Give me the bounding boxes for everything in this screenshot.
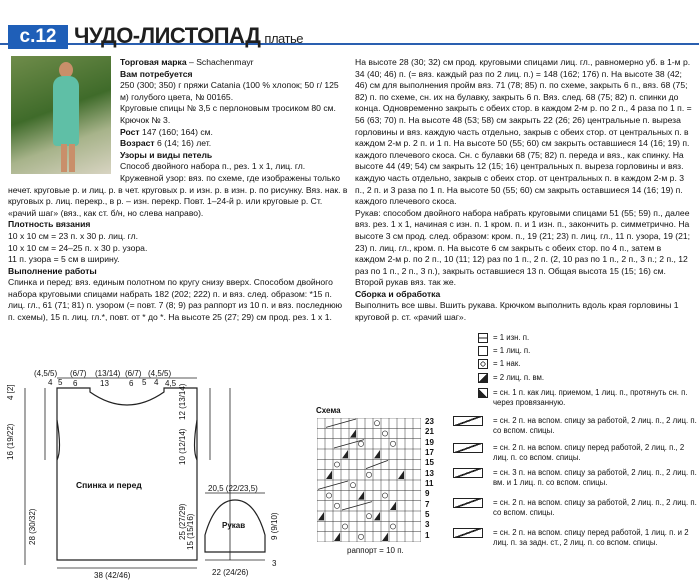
legend-symbol-tri2-icon: [478, 388, 488, 398]
schema-yarnover-mark: [326, 493, 331, 498]
patterns-label: Узоры и виды петель: [120, 149, 213, 160]
right-dim-label: 25 (27/29): [178, 503, 187, 540]
schema-decrease-mark: [350, 429, 356, 437]
schema-row-number: 5: [425, 510, 430, 519]
top-dim-label: 6: [129, 379, 134, 388]
legend-symbol-circle-icon: [478, 359, 488, 369]
schema-row-number: 23: [425, 417, 434, 426]
schema-row-number: 15: [425, 458, 434, 468]
left-dim-label: 16 (19/22): [6, 423, 15, 460]
schema-row-number: 11: [425, 479, 434, 488]
sleeve-right-label: 9 (9/10): [270, 512, 279, 540]
schema-yarnover-mark: [366, 472, 371, 477]
schema-yarnover-mark: [374, 421, 379, 426]
needles-text: Круговые спицы № 3,5 с перлоновым тросиком 80 см.: [120, 103, 336, 114]
density-label: Плотность вязания: [8, 219, 91, 230]
text-column-left: [8, 57, 348, 324]
top-dim-label: (4,5/5): [34, 369, 58, 378]
legend-symbol-cable4-icon: [453, 498, 483, 508]
left-dim-label: 4 [2]: [6, 384, 15, 400]
need-text: 250 (300; 350) г пряжи Catania (100 % хлопок; 50 г/ 125 м) голубого цвета, № 00165.: [120, 80, 339, 102]
body-instructions: На высоте 28 (30; 32) см прод. круговыми спицами лиц. гл., равномерно уб. в 1-м р. 34 (40; 46) п. (= вяз. каждый раз по 2 лиц. п.) = 148 (162; 176) п. На высоте 38 (42; 46) см для выполнения пройм вяз. 71 (78; 85) п. по схеме, закрыть 6 п., вяз. 68 (75; 82) п. по схеме, сн. их на булавку, закрыть 6 п. Вяз. след. 68 (75; 82) п. спинки до конца. Одновременно закрыть с обеих стор. в каждом 2-м р. по 2 п., 4 раза по 1 п. = 56 (63; 70) п. На высоте 48 (53; 58) см закрыть 22 (26; 26) центральные п. выреза горловины и вяз. каждую часть отдельно, закрыв с обеих стор. от центральных п. в каждом 2-м р. 2 п. и 1 п. На высоте 50 (55; 60) см закрыть оставшиеся 14 (16; 19) п. каждого плечевого скоса. Сн. с булавки 68 (75; 82) п. переда и вяз., как спинку. На высоте 44 (49; 54) см закрыть 12 (15; 16) центральных п. выреза горловины и вяз. каждую часть отдельно, закрыв с обеих стор. от центральных п. в каждом 2-м р. 3 п., 2 п. и 3 раза по 1 п. На высоте 50 (55; 60) см закрыть оставшиеся 14 (16; 19) п. каждого плечевого скоса.: [355, 57, 692, 207]
schema-decrease-mark: [382, 533, 388, 541]
legend-symbol-cable3-icon: [453, 468, 483, 478]
schema-yarnover-mark: [334, 462, 339, 467]
top-dim-label: (6/7): [70, 369, 87, 378]
right-dim-label: 12 (13/14): [178, 383, 187, 420]
legend-text: = сн. 2 п. на вспом. спицу перед работой, 2 лиц. п., 2 лиц. п. со вспом. спицы.: [493, 443, 685, 462]
schema-row-number: 17: [425, 448, 434, 457]
garment-pattern-diagram: [0, 360, 320, 587]
top-dim-label: 4,5: [165, 379, 177, 388]
rapport-label: раппорт = 10 п.: [347, 546, 404, 555]
schema-yarnover-mark: [334, 503, 339, 508]
top-dim-label: (4,5/5): [148, 369, 172, 378]
legend-text: = 1 изн. п.: [493, 333, 530, 342]
top-dim-label: 5: [58, 378, 63, 387]
legend-symbol-minus-icon: [478, 333, 488, 343]
title-text: ЧУДО-ЛИСТОПАД: [74, 23, 261, 48]
legend-symbol-cable2-icon: [453, 443, 483, 453]
schema-row-number: 13: [425, 468, 434, 478]
age-label: Возраст: [120, 138, 155, 149]
title-subtitle: платье: [264, 31, 303, 46]
sleeve-left-label: 15 (15/16): [186, 513, 195, 550]
density-line: 10 х 10 см = 24–25 п. х 30 р. узора.: [8, 242, 148, 253]
schema-title: Схема: [316, 406, 341, 415]
schema-grid: [317, 418, 421, 542]
schema-decrease-mark: [358, 491, 364, 499]
top-dim-label: 4: [154, 378, 159, 387]
legend-symbol-cable-icon: [453, 416, 483, 426]
legend-symbol-cable5-icon: [453, 528, 483, 538]
schema-yarnover-mark: [382, 493, 387, 498]
top-dim-label: 5: [142, 378, 147, 387]
legend-text: = сн. 3 п. на вспом. спицу за работой, 2 лиц. п., 2 лиц. п. вм. и 1 лиц. п. со вспом. спицы.: [493, 468, 697, 487]
top-dim-label: 6: [73, 379, 78, 388]
hook-text: Крючок № 3.: [120, 114, 171, 125]
schema-row-number: 21: [425, 427, 434, 437]
sleeve-bottom-label: 22 (24/26): [212, 568, 249, 577]
schema-decrease-mark: [374, 450, 380, 458]
top-dim-label: (13/14): [95, 369, 121, 378]
materials-block: [8, 57, 348, 173]
top-dim-label: 4: [48, 378, 53, 387]
legend-symbol-tri-icon: [478, 373, 488, 383]
schema-row-number: 3: [425, 520, 430, 530]
legend-text: = сн. 2 п. на вспом. спицу за работой, 2 лиц. п., 2 лиц. п. со вспом. спицы.: [493, 498, 697, 517]
schema-decrease-mark: [374, 512, 380, 520]
schema-yarnover-mark: [390, 441, 395, 446]
page-number: с.12: [8, 25, 68, 49]
schema-decrease-mark: [318, 512, 324, 520]
density-line: 10 х 10 см = 23 п. х 30 р. лиц. гл.: [8, 230, 138, 241]
schema-yarnover-mark: [358, 534, 363, 539]
patterns-text: Способ двойного набора п., рез. 1 х 1, лиц. гл.: [120, 161, 306, 172]
legend-text: = 1 лиц. п.: [493, 346, 531, 355]
schema-decrease-mark: [334, 533, 340, 541]
schema-decrease-mark: [390, 502, 396, 510]
schema-decrease-mark: [326, 471, 332, 479]
top-dim-label: 13: [100, 379, 109, 388]
legend: [453, 333, 699, 587]
legend-text: = сн. 2 п. на вспом. спицу перед работой, 1 лиц. п. и 2 лиц. п. за задн. ст., 2 лиц. п. со вспом. спицы.: [493, 528, 689, 547]
schema-row-number: 9: [425, 489, 430, 499]
schema-yarnover-mark: [350, 483, 355, 488]
density-line: 11 п. узора = 5 см в ширину.: [8, 254, 120, 265]
height-label: Рост: [120, 126, 140, 137]
work-text: Спинка и перед: вяз. единым полотном по кругу снизу вверх. Способом двойного набора круговыми спицами набрать 182 (202; 222) п. и вяз. след. образом: *15 п. лиц. гл., 61 (71; 81) п. узором (= повт. 7 (8; 9) раз раппорт из 10 п. и вяз. последнюю п. схемы), 15 п. лиц. гл.*, повт. от * до *. На высоте 25 (27; 29) см прод. рез. 1 х 1.: [8, 277, 343, 323]
legend-symbol-blank-icon: [478, 346, 488, 356]
top-dim-label: (6/7): [125, 369, 142, 378]
sleeve-bottom-label: 3: [272, 559, 277, 568]
brand-label: Торговая марка: [120, 57, 187, 67]
height-value: 147 (160; 164) см.: [139, 126, 213, 137]
age-value: 6 (14; 16) лет.: [154, 138, 212, 149]
schema-decrease-mark: [342, 450, 348, 458]
schema-yarnover-mark: [390, 524, 395, 529]
armhole-lines: [57, 420, 197, 460]
schema-row-number: 7: [425, 499, 430, 509]
work-label: Выполнение работы: [8, 265, 97, 276]
legend-text: = 2 лиц. п. вм.: [493, 373, 545, 382]
schema-decrease-mark: [398, 471, 404, 479]
body-outline: [57, 388, 197, 560]
sleeve-top-label: 20,5 (22/23,5): [208, 484, 258, 493]
bottom-dim-label: 38 (42/46): [94, 571, 131, 580]
left-dim-label: 28 (30/32): [28, 508, 37, 545]
schema-yarnover-mark: [342, 524, 347, 529]
text-column-right: [355, 57, 692, 324]
legend-text: = 1 нак.: [493, 359, 521, 368]
right-dim-label: 10 (12/14): [178, 428, 187, 465]
schema-yarnover-mark: [358, 441, 363, 446]
assembly-label: Сборка и обработка: [355, 288, 441, 299]
brand-value: – Schachenmayr: [186, 57, 254, 67]
schema-cable-mark: [366, 460, 388, 468]
legend-text: = сн. 1 п. как лиц. приемом, 1 лиц. п., протянуть сн. п. через провязанную.: [493, 388, 688, 407]
assembly-text: Выполнить все швы. Вшить рукава. Крючком выполнить вдоль края горловины 1 круговой р. ст. «рачий шаг».: [355, 300, 679, 323]
page-title: [74, 23, 303, 52]
schema-yarnover-mark: [382, 431, 387, 436]
schema-row-number: 19: [425, 437, 434, 447]
need-label: Вам потребуется: [120, 68, 193, 79]
schema-yarnover-mark: [366, 514, 371, 519]
sleeve-label: Рукав: [222, 521, 246, 530]
body-label: Спинка и перед: [76, 480, 142, 490]
legend-text: = сн. 2 п. на вспом. спицу за работой, 2 лиц. п., 2 лиц. п. со вспом. спицы.: [493, 416, 697, 435]
schema-row-number: 1: [425, 530, 430, 540]
patterns-description: Кружевной узор: вяз. по схеме, где изображены только нечет. круговые р. и лиц. р. в чет. круговых р. и изн. р. в изн. р. по рисунку. Вяз. нак. в круговых р. лиц. перекр., в р. – изн. перекр. Повт. 1–24-й р. или круговые р. Ст. «рачий шаг» (вяз., как ст. б/н, но слева направо).: [8, 172, 348, 218]
sleeve-instructions: Рукав: способом двойного набора набрать круговыми спицами 51 (55; 59) п., далее вяз. рез. 1 х 1, начиная с изн. п. 1 кром. п. и 1 изн. п., закончить р. симметрично. На высоте 3 см прод. след. образом: кром. п., 19 (21; 23) п. лиц. гл., 11 п. узора, 19 (21; 23) п. лиц. гл., кром. п. На высоте 6 см закрыть с обеих стор. по 4 п., затем в каждом 2-м р. по 2 п., 10 (11; 12) раз по 1 п., 2 п. (2, 10 раз по 1 п., 2 п., 3 п.; 2 п., 12 раз по 1 п., 2 п., 3 п.), закрыть оставшиеся 13 п. Общая высота 15 (15; 16) см. Второй рукав вяз. так же.: [355, 207, 691, 288]
